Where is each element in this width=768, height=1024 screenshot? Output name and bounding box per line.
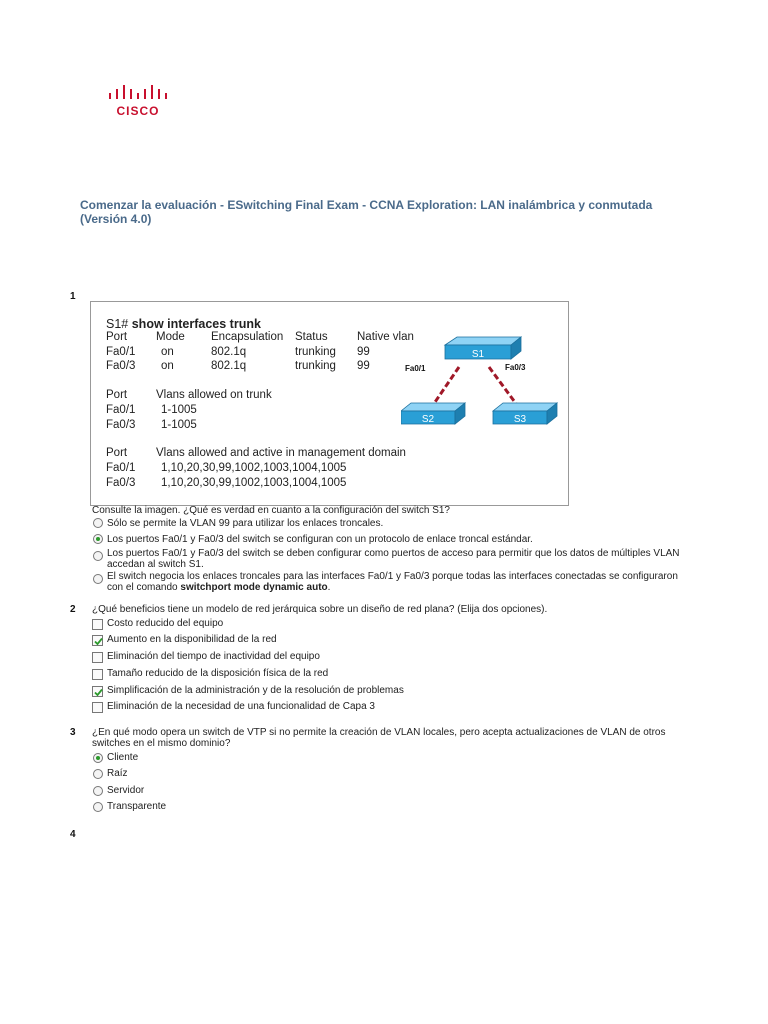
port-label-fa01: Fa0/1: [405, 364, 426, 373]
question-number: 4: [70, 829, 76, 840]
option-label: Transparente: [107, 801, 167, 812]
table-header: Encapsulation: [211, 331, 284, 343]
option-label: Raíz: [107, 768, 128, 779]
option-label: [107, 571, 689, 593]
exhibit-figure: [90, 301, 569, 506]
table-cell: 99: [357, 346, 370, 358]
table-header: Vlans allowed and active in management domain: [156, 447, 406, 459]
option-label: Servidor: [107, 785, 145, 796]
table-cell: 1,10,20,30,99,1002,1003,1004,1005: [161, 477, 347, 489]
switch-s1-label: S1: [471, 349, 485, 360]
table-cell: on: [161, 346, 174, 358]
question-number: 3: [70, 727, 76, 738]
switch-s2-label: S2: [421, 414, 435, 425]
option-label: Los puertos Fa0/1 y Fa0/3 del switch se deben configurar como puertos de acceso para permitir que los datos de múltiples VLAN accedan al switch S1.: [107, 548, 680, 570]
table-cell: Fa0/1: [106, 462, 136, 474]
option-radio[interactable]: [93, 802, 103, 812]
table-header: Status: [295, 331, 328, 343]
option-label: Tamaño reducido de la disposición física de la red: [107, 668, 329, 679]
checkmark-icon: [93, 636, 104, 647]
table-cell: 1-1005: [161, 419, 197, 431]
option-label: Sólo se permite la VLAN 99 para utilizar los enlaces troncales.: [107, 518, 384, 529]
table-header: Port: [106, 331, 128, 343]
option-checkbox[interactable]: [92, 669, 103, 680]
option-radio[interactable]: [93, 551, 103, 561]
page-title: Comenzar la evaluación - ESwitching Final Exam - CCNA Exploration: LAN inalámbrica y conmutada (Versión 4.0): [80, 198, 653, 226]
option-radio[interactable]: [93, 786, 103, 796]
topology-diagram: [401, 327, 567, 432]
option-text: El switch negocia los enlaces troncales para las interfaces Fa0/1 y Fa0/3 porque todas las interfaces conectadas se configuraron con el comando: [107, 571, 678, 593]
table-cell: on: [161, 360, 174, 372]
option-text-end: .: [327, 582, 331, 593]
table-header: Mode: [156, 331, 185, 343]
table-cell: 1-1005: [161, 404, 197, 416]
option-label: Simplificación de la administración y de la resolución de problemas: [107, 685, 404, 696]
option-checkbox-checked[interactable]: [92, 686, 103, 697]
table-header: Vlans allowed on trunk: [156, 389, 272, 401]
table-cell: trunking: [295, 360, 336, 372]
question-text: ¿Qué beneficios tiene un modelo de red jerárquica sobre un diseño de red plana? (Elija dos opciones).: [92, 604, 548, 615]
table-cell: 99: [357, 360, 370, 372]
option-checkbox[interactable]: [92, 619, 103, 630]
question-text: ¿En qué modo opera un switch de VTP si no permite la creación de VLAN locales, pero acepta actualizaciones de VLAN de otros switches en el mismo dominio?: [92, 727, 666, 749]
table-cell: 802.1q: [211, 360, 247, 372]
table-header: Port: [106, 447, 128, 459]
table-header: Port: [106, 389, 128, 401]
table-cell: trunking: [295, 346, 336, 358]
switch-s2-icon: [401, 403, 465, 425]
cisco-logo: [106, 84, 170, 120]
option-label: Eliminación del tiempo de inactividad del equipo: [107, 651, 320, 662]
option-checkbox-checked[interactable]: [92, 635, 103, 646]
switch-s1-icon: [445, 337, 521, 360]
switch-s3-icon: [493, 403, 557, 425]
checkmark-icon: [93, 687, 104, 698]
option-radio[interactable]: [93, 518, 103, 528]
link-fa03: [489, 367, 517, 405]
question-text: Consulte la imagen. ¿Qué es verdad en cuanto a la configuración del switch S1?: [92, 505, 450, 516]
cli-command: show interfaces trunk: [131, 317, 261, 331]
table-cell: Fa0/1: [106, 404, 136, 416]
option-radio[interactable]: [93, 769, 103, 779]
option-radio-selected[interactable]: [93, 753, 103, 763]
question-number: 1: [70, 291, 76, 302]
option-checkbox[interactable]: [92, 652, 103, 663]
option-radio[interactable]: [93, 574, 103, 584]
option-checkbox[interactable]: [92, 702, 103, 713]
port-label-fa03: Fa0/3: [505, 363, 526, 372]
option-radio-selected[interactable]: [93, 534, 103, 544]
question-number: 2: [70, 604, 76, 615]
table-cell: 802.1q: [211, 346, 247, 358]
cisco-wordmark: CISCO: [116, 104, 160, 118]
table-cell: Fa0/3: [106, 360, 136, 372]
option-label: Cliente: [107, 752, 139, 763]
switch-s3-label: S3: [513, 414, 527, 425]
cli-prompt: S1#: [106, 317, 129, 331]
table-cell: Fa0/1: [106, 346, 136, 358]
link-fa01: [433, 367, 459, 405]
table-cell: Fa0/3: [106, 477, 136, 489]
option-label: Eliminación de la necesidad de una funcionalidad de Capa 3: [107, 701, 375, 712]
option-label: Los puertos Fa0/1 y Fa0/3 del switch se configuran con un protocolo de enlace troncal estándar.: [107, 534, 533, 545]
table-header: Native vlan: [357, 331, 414, 343]
table-cell: 1,10,20,30,99,1002,1003,1004,1005: [161, 462, 347, 474]
option-label: Aumento en la disponibilidad de la red: [107, 634, 277, 645]
option-label: Costo reducido del equipo: [107, 618, 224, 629]
table-cell: Fa0/3: [106, 419, 136, 431]
command-text: switchport mode dynamic auto: [180, 582, 328, 593]
cisco-bars-icon: [108, 84, 168, 102]
